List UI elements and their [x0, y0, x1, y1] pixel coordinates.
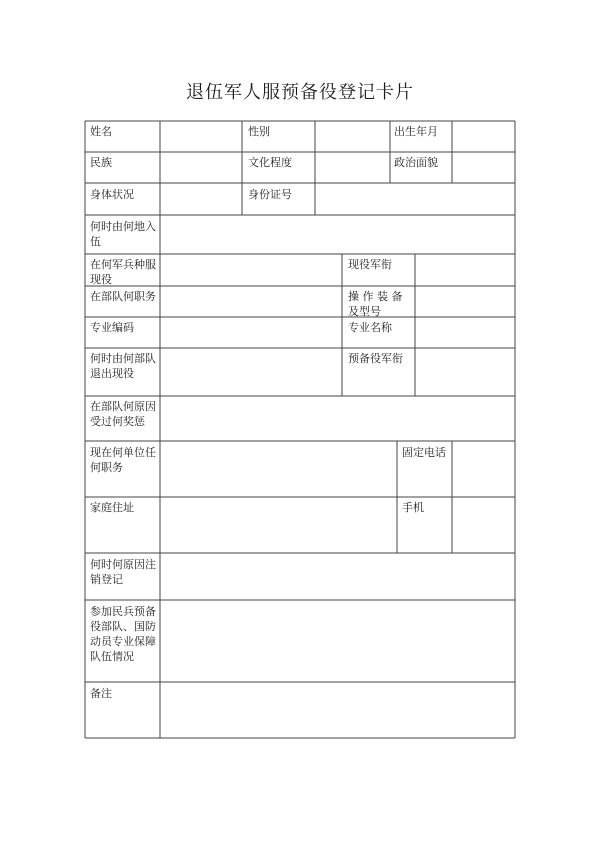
form-title: 退伍军人服预备役登记卡片: [186, 82, 414, 103]
gender-field[interactable]: [316, 122, 389, 151]
name-field[interactable]: [161, 122, 241, 151]
label-gender: 性别: [248, 125, 270, 138]
label-ethnicity: 民族: [90, 156, 112, 169]
label-name: 姓名: [90, 125, 112, 138]
service-branch-field[interactable]: [161, 255, 341, 285]
label-specialty-name: 专业名称: [348, 321, 392, 334]
label-militia: 参加民兵预备役部队、国防动员专业保障队伍情况: [90, 605, 156, 663]
specialty-name-field[interactable]: [416, 318, 514, 347]
address-field[interactable]: [161, 498, 396, 552]
specialty-code-field[interactable]: [161, 318, 341, 347]
birth-field[interactable]: [453, 122, 514, 151]
enlistment-field[interactable]: [161, 216, 514, 253]
label-landline: 固定电话: [402, 446, 446, 459]
awards-field[interactable]: [161, 397, 514, 440]
label-awards: 在部队何原因受过何奖惩: [90, 400, 156, 428]
health-field[interactable]: [161, 184, 241, 214]
label-discharge: 何时由何部队退出现役: [90, 352, 156, 380]
label-service-branch: 在何军兵种服现役: [90, 258, 156, 286]
label-health: 身体状况: [90, 188, 134, 201]
active-rank-field[interactable]: [416, 255, 514, 285]
landline-field[interactable]: [453, 442, 514, 496]
cancellation-field[interactable]: [161, 554, 514, 599]
unit-post-field[interactable]: [161, 287, 341, 316]
label-remarks: 备注: [90, 687, 112, 700]
remarks-field[interactable]: [161, 683, 514, 737]
label-mobile: 手机: [402, 501, 424, 514]
militia-field[interactable]: [161, 601, 514, 681]
label-birth: 出生年月: [394, 125, 438, 138]
label-current-job: 现在何单位任何职务: [90, 446, 156, 474]
label-unit-post: 在部队何职务: [90, 290, 156, 303]
current-job-field[interactable]: [161, 442, 396, 496]
label-cancellation: 何时何原因注销登记: [90, 558, 156, 586]
mobile-field[interactable]: [453, 498, 514, 552]
label-reserve-rank: 预备役军衔: [348, 352, 403, 365]
equipment-field[interactable]: [416, 287, 514, 316]
label-address: 家庭住址: [90, 501, 134, 514]
label-education: 文化程度: [248, 156, 292, 169]
label-specialty-code: 专业编码: [90, 321, 134, 334]
ethnicity-field[interactable]: [161, 153, 241, 182]
label-id-number: 身份证号: [248, 188, 292, 201]
discharge-field[interactable]: [161, 349, 341, 395]
label-enlistment: 何时由何地入伍: [90, 220, 156, 248]
education-field[interactable]: [316, 153, 389, 182]
label-political-status: 政治面貌: [394, 156, 438, 169]
political-status-field[interactable]: [453, 153, 514, 182]
label-active-rank: 现役军衔: [348, 258, 392, 271]
label-equipment: 操 作 装 备 及型号: [348, 290, 403, 318]
reserve-rank-field[interactable]: [416, 349, 514, 395]
id-number-field[interactable]: [316, 184, 514, 214]
